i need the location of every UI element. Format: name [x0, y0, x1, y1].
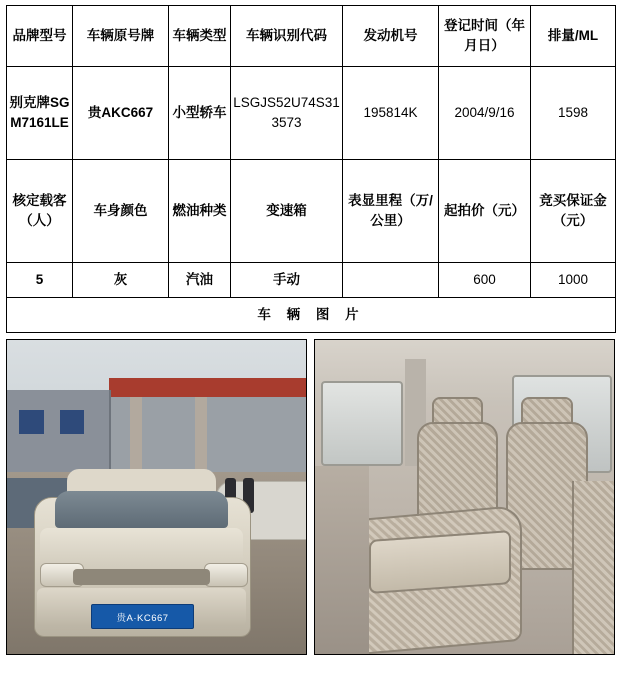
table-row	[7, 298, 616, 333]
car-headlight-right	[204, 563, 248, 587]
value-seating-capacity: 5	[7, 263, 73, 298]
vehicle-info-table	[6, 5, 616, 333]
value-fuel-type: 汽油	[169, 263, 231, 298]
value-vehicle-type: 小型轿车	[169, 67, 231, 160]
value-engine-no: 195814K	[343, 67, 439, 160]
table-row	[7, 263, 616, 298]
building-left	[7, 390, 111, 472]
photos-section-title: 车 辆 图 片	[7, 298, 616, 333]
header-fuel-type: 燃油种类	[169, 160, 231, 263]
seat-cushion	[369, 530, 511, 594]
door-panel	[315, 466, 369, 654]
car-windshield	[55, 491, 228, 529]
license-plate: 贵A·KC667	[91, 604, 195, 630]
header-seating-capacity: 核定载客（人）	[7, 160, 73, 263]
header-transmission: 变速箱	[231, 160, 343, 263]
value-displacement: 1598	[531, 67, 616, 160]
window-left	[321, 381, 403, 467]
exterior-front-photo	[6, 339, 307, 655]
value-deposit: 1000	[531, 263, 616, 298]
photos-container	[6, 339, 615, 655]
table-row	[7, 67, 616, 160]
interior-seats-photo	[314, 339, 615, 655]
header-registration-date: 登记时间（年月日）	[439, 6, 531, 67]
value-odometer	[343, 263, 439, 298]
header-vin: 车辆识别代码	[231, 6, 343, 67]
value-vin: LSGJS52U74S313573	[231, 67, 343, 160]
building-column-1	[130, 397, 142, 472]
value-body-color: 灰	[73, 263, 169, 298]
building-red-band	[109, 378, 306, 397]
header-displacement: 排量/ML	[531, 6, 616, 67]
header-body-color: 车身颜色	[73, 160, 169, 263]
header-vehicle-type: 车辆类型	[169, 6, 231, 67]
header-odometer: 表显里程（万/公里）	[343, 160, 439, 263]
header-original-plate: 车辆原号牌	[73, 6, 169, 67]
seat-edge-right	[572, 481, 615, 654]
header-engine-no: 发动机号	[343, 6, 439, 67]
value-starting-price: 600	[439, 263, 531, 298]
table-row	[7, 6, 616, 67]
value-transmission: 手动	[231, 263, 343, 298]
value-registration-date: 2004/9/16	[439, 67, 531, 160]
value-original-plate: 贵AKC667	[73, 67, 169, 160]
building-column-2	[195, 397, 207, 472]
value-brand-model: 别克牌SGM7161LE	[7, 67, 73, 160]
vehicle-auction-sheet	[0, 5, 621, 685]
header-starting-price: 起拍价（元）	[439, 160, 531, 263]
table-row	[7, 160, 616, 263]
header-brand-model: 品牌型号	[7, 6, 73, 67]
car-grille	[73, 569, 211, 585]
header-deposit: 竞买保证金（元）	[531, 160, 616, 263]
